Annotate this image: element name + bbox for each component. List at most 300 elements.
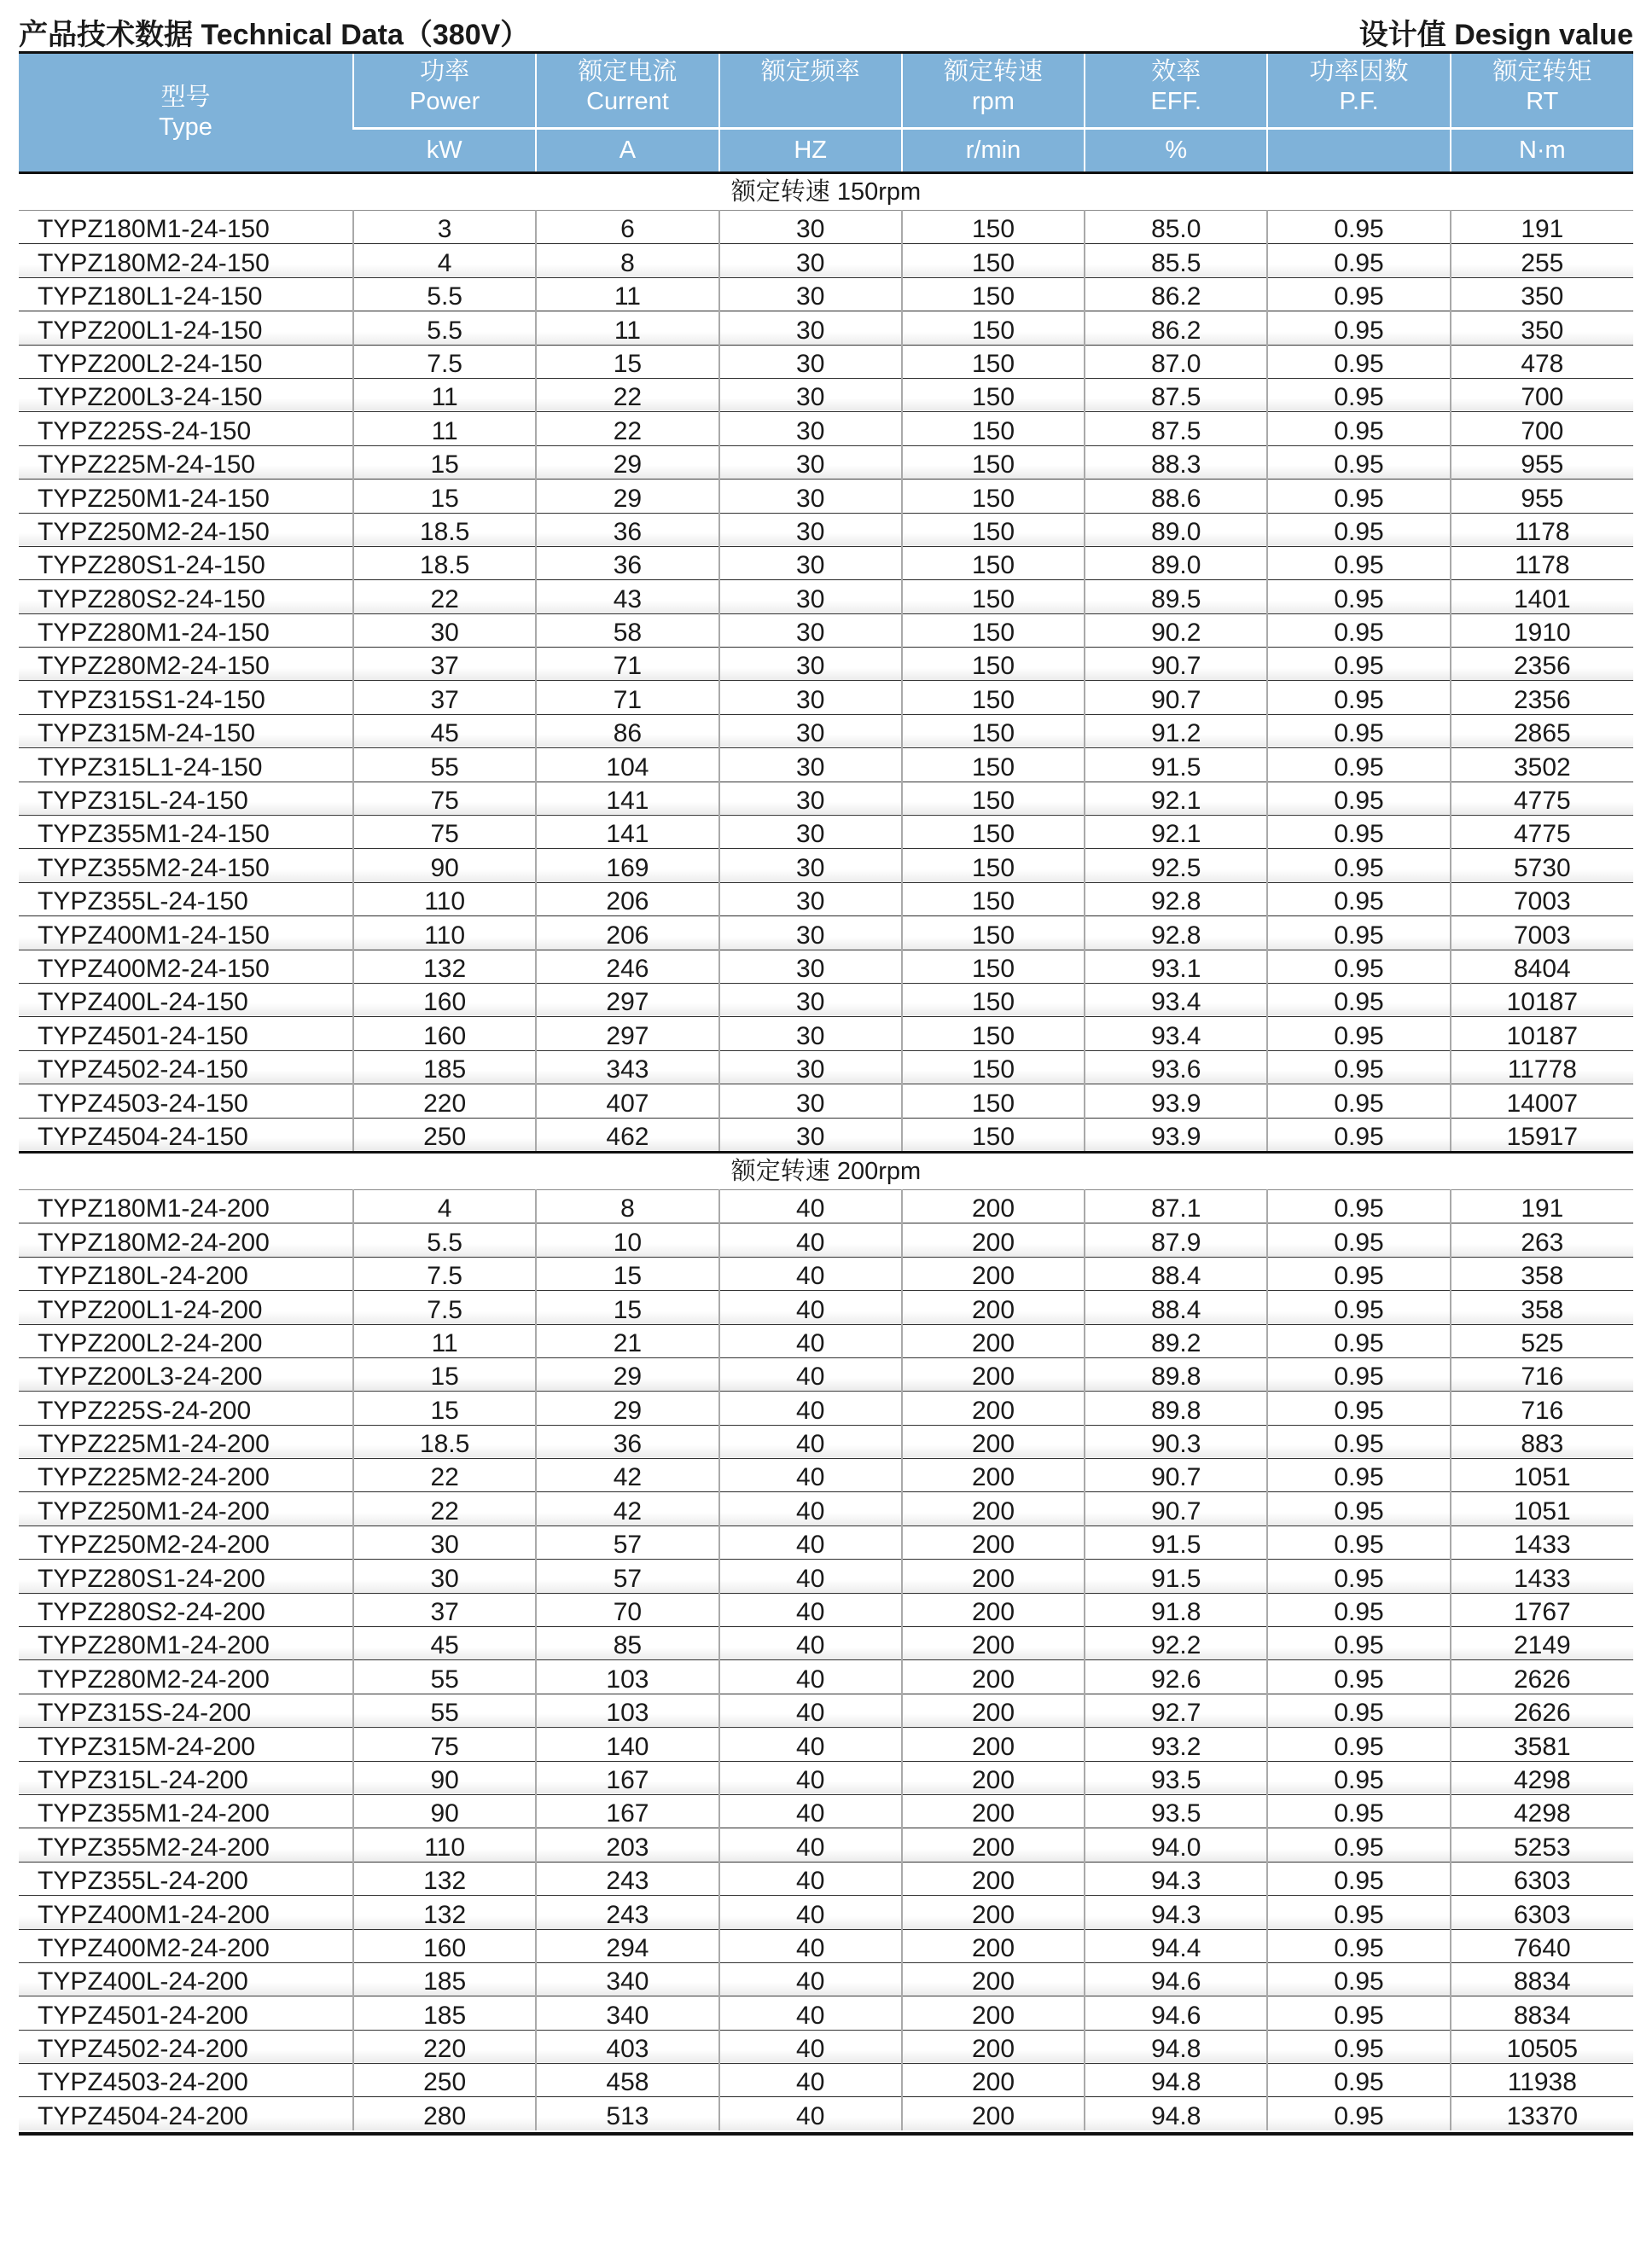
cell-efficiency: 91.5 xyxy=(1085,748,1267,782)
cell-speed: 150 xyxy=(902,1118,1085,1152)
cell-speed: 150 xyxy=(902,1017,1085,1050)
cell-torque: 700 xyxy=(1451,412,1633,445)
cell-power-factor: 0.95 xyxy=(1267,580,1450,613)
cell-power: 11 xyxy=(353,378,536,411)
cell-efficiency: 94.3 xyxy=(1085,1862,1267,1895)
cell-efficiency: 93.2 xyxy=(1085,1728,1267,1761)
cell-torque: 5730 xyxy=(1451,849,1633,882)
cell-power: 220 xyxy=(353,2030,536,2063)
cell-speed: 200 xyxy=(902,1996,1085,2030)
cell-frequency: 40 xyxy=(719,1324,902,1357)
cell-type: TYPZ355M1-24-200 xyxy=(19,1794,353,1828)
cell-power-factor: 0.95 xyxy=(1267,445,1450,479)
cell-torque: 1433 xyxy=(1451,1525,1633,1559)
unit-efficiency: % xyxy=(1085,129,1267,173)
table-row xyxy=(19,1828,1633,1862)
cell-current: 36 xyxy=(536,1425,718,1458)
cell-frequency: 40 xyxy=(719,1392,902,1425)
cell-speed: 200 xyxy=(902,1392,1085,1425)
cell-current: 104 xyxy=(536,748,718,782)
cell-speed: 200 xyxy=(902,1660,1085,1694)
cell-efficiency: 87.9 xyxy=(1085,1223,1267,1257)
cell-power-factor: 0.95 xyxy=(1267,1694,1450,1727)
cell-frequency: 30 xyxy=(719,1017,902,1050)
cell-frequency: 30 xyxy=(719,1050,902,1084)
cell-type: TYPZ315S-24-200 xyxy=(19,1694,353,1727)
section-header-row xyxy=(19,173,1633,211)
cell-torque: 3581 xyxy=(1451,1728,1633,1761)
cell-frequency: 40 xyxy=(719,1560,902,1593)
cell-type: TYPZ315L1-24-150 xyxy=(19,748,353,782)
cell-current: 29 xyxy=(536,479,718,513)
cell-speed: 200 xyxy=(902,2030,1085,2063)
cell-power: 4 xyxy=(353,244,536,277)
cell-current: 246 xyxy=(536,950,718,983)
table-row xyxy=(19,1324,1633,1357)
cell-frequency: 40 xyxy=(719,2064,902,2097)
cell-speed: 200 xyxy=(902,1593,1085,1626)
cell-frequency: 40 xyxy=(719,1962,902,1996)
cell-frequency: 30 xyxy=(719,1084,902,1118)
cell-frequency: 30 xyxy=(719,782,902,815)
cell-current: 297 xyxy=(536,1017,718,1050)
cell-torque: 7003 xyxy=(1451,916,1633,950)
cell-torque: 4775 xyxy=(1451,782,1633,815)
cell-torque: 14007 xyxy=(1451,1084,1633,1118)
cell-frequency: 40 xyxy=(719,1862,902,1895)
cell-efficiency: 89.0 xyxy=(1085,513,1267,546)
cell-torque: 700 xyxy=(1451,378,1633,411)
table-row xyxy=(19,1660,1633,1694)
cell-current: 8 xyxy=(536,1189,718,1223)
table-row xyxy=(19,1996,1633,2030)
cell-power-factor: 0.95 xyxy=(1267,1324,1450,1357)
table-row xyxy=(19,1627,1633,1660)
cell-current: 15 xyxy=(536,1291,718,1324)
cell-type: TYPZ225M1-24-200 xyxy=(19,1425,353,1458)
cell-torque: 1178 xyxy=(1451,513,1633,546)
cell-power: 132 xyxy=(353,1862,536,1895)
cell-torque: 883 xyxy=(1451,1425,1633,1458)
cell-power: 250 xyxy=(353,2064,536,2097)
table-row xyxy=(19,211,1633,244)
cell-type: TYPZ225M-24-150 xyxy=(19,445,353,479)
cell-power-factor: 0.95 xyxy=(1267,412,1450,445)
cell-power-factor: 0.95 xyxy=(1267,1392,1450,1425)
cell-power: 11 xyxy=(353,412,536,445)
cell-power-factor: 0.95 xyxy=(1267,244,1450,277)
cell-frequency: 40 xyxy=(719,1828,902,1862)
table-row xyxy=(19,1728,1633,1761)
cell-speed: 200 xyxy=(902,1694,1085,1727)
cell-power: 5.5 xyxy=(353,277,536,311)
cell-power: 11 xyxy=(353,1324,536,1357)
cell-type: TYPZ400M2-24-200 xyxy=(19,1929,353,1962)
cell-torque: 7640 xyxy=(1451,1929,1633,1962)
cell-frequency: 40 xyxy=(719,1728,902,1761)
cell-frequency: 40 xyxy=(719,1593,902,1626)
table-row xyxy=(19,2064,1633,2097)
cell-torque: 1433 xyxy=(1451,1560,1633,1593)
cell-current: 70 xyxy=(536,1593,718,1626)
cell-torque: 525 xyxy=(1451,1324,1633,1357)
cell-torque: 11938 xyxy=(1451,2064,1633,2097)
cell-torque: 358 xyxy=(1451,1291,1633,1324)
section-title: 额定转速 200rpm xyxy=(19,1152,1633,1189)
cell-speed: 150 xyxy=(902,950,1085,983)
table-row xyxy=(19,1223,1633,1257)
table-row xyxy=(19,648,1633,681)
cell-torque: 2356 xyxy=(1451,648,1633,681)
cell-frequency: 30 xyxy=(719,648,902,681)
cell-current: 297 xyxy=(536,983,718,1016)
table-row xyxy=(19,2097,1633,2130)
cell-power: 160 xyxy=(353,983,536,1016)
cell-type: TYPZ280S2-24-200 xyxy=(19,1593,353,1626)
cell-type: TYPZ280S2-24-150 xyxy=(19,580,353,613)
cell-efficiency: 94.8 xyxy=(1085,2097,1267,2130)
cell-type: TYPZ4502-24-200 xyxy=(19,2030,353,2063)
cell-efficiency: 93.4 xyxy=(1085,1017,1267,1050)
table-row xyxy=(19,1560,1633,1593)
cell-frequency: 40 xyxy=(719,2030,902,2063)
cell-power: 160 xyxy=(353,1017,536,1050)
cell-type: TYPZ225S-24-150 xyxy=(19,412,353,445)
cell-type: TYPZ200L1-24-150 xyxy=(19,311,353,345)
cell-frequency: 30 xyxy=(719,916,902,950)
cell-torque: 955 xyxy=(1451,479,1633,513)
cell-power-factor: 0.95 xyxy=(1267,748,1450,782)
cell-frequency: 30 xyxy=(719,211,902,244)
cell-speed: 150 xyxy=(902,782,1085,815)
cell-power: 280 xyxy=(353,2097,536,2130)
cell-efficiency: 93.6 xyxy=(1085,1050,1267,1084)
cell-power: 45 xyxy=(353,1627,536,1660)
table-row xyxy=(19,1694,1633,1727)
table-row xyxy=(19,277,1633,311)
cell-current: 340 xyxy=(536,1962,718,1996)
cell-frequency: 30 xyxy=(719,244,902,277)
table-row xyxy=(19,714,1633,747)
cell-power-factor: 0.95 xyxy=(1267,546,1450,579)
cell-power-factor: 0.95 xyxy=(1267,1492,1450,1525)
cell-type: TYPZ355M2-24-150 xyxy=(19,849,353,882)
cell-power-factor: 0.95 xyxy=(1267,479,1450,513)
cell-power: 110 xyxy=(353,916,536,950)
cell-speed: 200 xyxy=(902,1794,1085,1828)
cell-speed: 200 xyxy=(902,1627,1085,1660)
cell-torque: 955 xyxy=(1451,445,1633,479)
cell-frequency: 30 xyxy=(719,681,902,714)
cell-power-factor: 0.95 xyxy=(1267,714,1450,747)
cell-speed: 150 xyxy=(902,849,1085,882)
cell-power-factor: 0.95 xyxy=(1267,1896,1450,1929)
table-row xyxy=(19,345,1633,378)
cell-torque: 2356 xyxy=(1451,681,1633,714)
cell-efficiency: 88.4 xyxy=(1085,1291,1267,1324)
cell-speed: 150 xyxy=(902,412,1085,445)
cell-frequency: 40 xyxy=(719,1425,902,1458)
cell-power-factor: 0.95 xyxy=(1267,2064,1450,2097)
cell-efficiency: 94.6 xyxy=(1085,1962,1267,1996)
cell-efficiency: 89.8 xyxy=(1085,1357,1267,1391)
cell-torque: 255 xyxy=(1451,244,1633,277)
cell-speed: 200 xyxy=(902,1425,1085,1458)
cell-current: 403 xyxy=(536,2030,718,2063)
cell-efficiency: 93.5 xyxy=(1085,1761,1267,1794)
cell-frequency: 40 xyxy=(719,1291,902,1324)
table-bottom-rule xyxy=(19,2132,1633,2136)
cell-type: TYPZ180L1-24-150 xyxy=(19,277,353,311)
page-title: 产品技术数据 Technical Data（380V） xyxy=(19,19,530,51)
cell-type: TYPZ200L3-24-150 xyxy=(19,378,353,411)
table-row xyxy=(19,412,1633,445)
cell-efficiency: 90.7 xyxy=(1085,648,1267,681)
cell-power: 75 xyxy=(353,816,536,849)
cell-speed: 200 xyxy=(902,2064,1085,2097)
cell-torque: 10187 xyxy=(1451,983,1633,1016)
cell-speed: 200 xyxy=(902,1189,1085,1223)
column-header-power-factor: 功率因数 P.F. xyxy=(1267,54,1450,129)
cell-frequency: 30 xyxy=(719,412,902,445)
cell-torque: 8404 xyxy=(1451,950,1633,983)
cell-efficiency: 93.9 xyxy=(1085,1084,1267,1118)
cell-type: TYPZ400M1-24-150 xyxy=(19,916,353,950)
cell-speed: 150 xyxy=(902,916,1085,950)
cell-power: 18.5 xyxy=(353,513,536,546)
cell-torque: 263 xyxy=(1451,1223,1633,1257)
cell-speed: 150 xyxy=(902,882,1085,915)
cell-speed: 200 xyxy=(902,1962,1085,1996)
cell-torque: 716 xyxy=(1451,1357,1633,1391)
cell-power-factor: 0.95 xyxy=(1267,983,1450,1016)
cell-current: 22 xyxy=(536,378,718,411)
cell-type: TYPZ315L-24-200 xyxy=(19,1761,353,1794)
cell-power-factor: 0.95 xyxy=(1267,1084,1450,1118)
column-header-type: 型号 Type xyxy=(19,54,353,173)
cell-efficiency: 91.8 xyxy=(1085,1593,1267,1626)
cell-power: 15 xyxy=(353,479,536,513)
cell-current: 141 xyxy=(536,782,718,815)
cell-torque: 6303 xyxy=(1451,1896,1633,1929)
cell-power: 37 xyxy=(353,648,536,681)
cell-efficiency: 93.9 xyxy=(1085,1118,1267,1152)
cell-type: TYPZ250M1-24-200 xyxy=(19,1492,353,1525)
cell-power-factor: 0.95 xyxy=(1267,1828,1450,1862)
cell-current: 340 xyxy=(536,1996,718,2030)
cell-frequency: 30 xyxy=(719,748,902,782)
cell-speed: 150 xyxy=(902,714,1085,747)
cell-power: 22 xyxy=(353,1492,536,1525)
cell-power: 55 xyxy=(353,1660,536,1694)
cell-efficiency: 88.4 xyxy=(1085,1257,1267,1290)
cell-power: 132 xyxy=(353,950,536,983)
cell-power-factor: 0.95 xyxy=(1267,311,1450,345)
table-row xyxy=(19,1459,1633,1492)
cell-power-factor: 0.95 xyxy=(1267,1357,1450,1391)
cell-efficiency: 86.2 xyxy=(1085,277,1267,311)
cell-current: 294 xyxy=(536,1929,718,1962)
cell-type: TYPZ250M2-24-150 xyxy=(19,513,353,546)
cell-type: TYPZ355L-24-200 xyxy=(19,1862,353,1895)
cell-frequency: 40 xyxy=(719,1223,902,1257)
column-header-power: 功率 Power xyxy=(353,54,536,129)
unit-speed: r/min xyxy=(902,129,1085,173)
cell-efficiency: 87.5 xyxy=(1085,412,1267,445)
cell-frequency: 30 xyxy=(719,613,902,647)
table-row xyxy=(19,613,1633,647)
cell-power-factor: 0.95 xyxy=(1267,1118,1450,1152)
cell-power: 15 xyxy=(353,445,536,479)
cell-power: 18.5 xyxy=(353,1425,536,1458)
cell-power: 110 xyxy=(353,882,536,915)
cell-frequency: 40 xyxy=(719,2097,902,2130)
cell-efficiency: 90.7 xyxy=(1085,1492,1267,1525)
cell-power: 18.5 xyxy=(353,546,536,579)
cell-power-factor: 0.95 xyxy=(1267,950,1450,983)
cell-current: 11 xyxy=(536,311,718,345)
cell-type: TYPZ4503-24-150 xyxy=(19,1084,353,1118)
cell-power-factor: 0.95 xyxy=(1267,1627,1450,1660)
cell-efficiency: 91.5 xyxy=(1085,1560,1267,1593)
cell-efficiency: 89.2 xyxy=(1085,1324,1267,1357)
cell-current: 58 xyxy=(536,613,718,647)
cell-power: 90 xyxy=(353,849,536,882)
cell-current: 86 xyxy=(536,714,718,747)
cell-current: 167 xyxy=(536,1794,718,1828)
cell-efficiency: 93.4 xyxy=(1085,983,1267,1016)
cell-frequency: 40 xyxy=(719,1627,902,1660)
cell-power: 5.5 xyxy=(353,1223,536,1257)
cell-type: TYPZ280M1-24-150 xyxy=(19,613,353,647)
cell-torque: 350 xyxy=(1451,311,1633,345)
cell-power: 160 xyxy=(353,1929,536,1962)
cell-efficiency: 86.2 xyxy=(1085,311,1267,345)
cell-type: TYPZ280M1-24-200 xyxy=(19,1627,353,1660)
cell-power-factor: 0.95 xyxy=(1267,1017,1450,1050)
cell-frequency: 40 xyxy=(719,1761,902,1794)
cell-torque: 2626 xyxy=(1451,1660,1633,1694)
cell-current: 6 xyxy=(536,211,718,244)
cell-power: 55 xyxy=(353,1694,536,1727)
cell-type: TYPZ180M2-24-150 xyxy=(19,244,353,277)
table-row xyxy=(19,1761,1633,1794)
cell-type: TYPZ200L2-24-200 xyxy=(19,1324,353,1357)
cell-frequency: 40 xyxy=(719,1896,902,1929)
cell-power: 7.5 xyxy=(353,1257,536,1290)
cell-frequency: 30 xyxy=(719,378,902,411)
cell-frequency: 30 xyxy=(719,950,902,983)
table-row xyxy=(19,1084,1633,1118)
cell-type: TYPZ4502-24-150 xyxy=(19,1050,353,1084)
cell-torque: 3502 xyxy=(1451,748,1633,782)
cell-torque: 15917 xyxy=(1451,1118,1633,1152)
cell-type: TYPZ4501-24-200 xyxy=(19,1996,353,2030)
cell-torque: 7003 xyxy=(1451,882,1633,915)
cell-power: 37 xyxy=(353,681,536,714)
cell-current: 343 xyxy=(536,1050,718,1084)
table-row xyxy=(19,1525,1633,1559)
cell-frequency: 30 xyxy=(719,983,902,1016)
cell-power: 5.5 xyxy=(353,311,536,345)
cell-type: TYPZ4504-24-200 xyxy=(19,2097,353,2130)
cell-torque: 1767 xyxy=(1451,1593,1633,1626)
cell-torque: 11778 xyxy=(1451,1050,1633,1084)
cell-power-factor: 0.95 xyxy=(1267,1189,1450,1223)
table-row xyxy=(19,1291,1633,1324)
table-row xyxy=(19,882,1633,915)
cell-type: TYPZ355M2-24-200 xyxy=(19,1828,353,1862)
cell-power-factor: 0.95 xyxy=(1267,1761,1450,1794)
cell-current: 407 xyxy=(536,1084,718,1118)
cell-power: 110 xyxy=(353,1828,536,1862)
cell-frequency: 30 xyxy=(719,479,902,513)
table-row xyxy=(19,546,1633,579)
cell-type: TYPZ200L3-24-200 xyxy=(19,1357,353,1391)
cell-power-factor: 0.95 xyxy=(1267,1459,1450,1492)
table-row xyxy=(19,816,1633,849)
cell-type: TYPZ4504-24-150 xyxy=(19,1118,353,1152)
cell-power-factor: 0.95 xyxy=(1267,1291,1450,1324)
cell-type: TYPZ180M2-24-200 xyxy=(19,1223,353,1257)
cell-current: 29 xyxy=(536,1392,718,1425)
cell-speed: 150 xyxy=(902,311,1085,345)
cell-torque: 2626 xyxy=(1451,1694,1633,1727)
cell-power-factor: 0.95 xyxy=(1267,849,1450,882)
cell-power-factor: 0.95 xyxy=(1267,1525,1450,1559)
cell-type: TYPZ315M-24-150 xyxy=(19,714,353,747)
cell-current: 103 xyxy=(536,1660,718,1694)
cell-efficiency: 87.0 xyxy=(1085,345,1267,378)
cell-power: 37 xyxy=(353,1593,536,1626)
table-row xyxy=(19,378,1633,411)
cell-type: TYPZ225S-24-200 xyxy=(19,1392,353,1425)
cell-current: 243 xyxy=(536,1862,718,1895)
cell-efficiency: 87.5 xyxy=(1085,378,1267,411)
technical-data-table-wrapper xyxy=(19,51,1633,2136)
cell-efficiency: 94.4 xyxy=(1085,1929,1267,1962)
cell-current: 36 xyxy=(536,546,718,579)
cell-efficiency: 92.1 xyxy=(1085,782,1267,815)
cell-type: TYPZ200L1-24-200 xyxy=(19,1291,353,1324)
cell-frequency: 40 xyxy=(719,1929,902,1962)
cell-frequency: 30 xyxy=(719,546,902,579)
cell-power-factor: 0.95 xyxy=(1267,1050,1450,1084)
cell-power-factor: 0.95 xyxy=(1267,277,1450,311)
table-row xyxy=(19,983,1633,1016)
table-row xyxy=(19,1017,1633,1050)
cell-power-factor: 0.95 xyxy=(1267,1962,1450,1996)
cell-efficiency: 89.0 xyxy=(1085,546,1267,579)
cell-power: 7.5 xyxy=(353,1291,536,1324)
cell-current: 43 xyxy=(536,580,718,613)
cell-power: 250 xyxy=(353,1118,536,1152)
table-row xyxy=(19,513,1633,546)
cell-efficiency: 92.1 xyxy=(1085,816,1267,849)
cell-efficiency: 89.5 xyxy=(1085,580,1267,613)
design-value-label: 设计值 Design value xyxy=(1358,19,1633,51)
cell-speed: 200 xyxy=(902,1728,1085,1761)
cell-type: TYPZ4501-24-150 xyxy=(19,1017,353,1050)
cell-frequency: 40 xyxy=(719,1492,902,1525)
cell-power: 185 xyxy=(353,1996,536,2030)
cell-efficiency: 90.7 xyxy=(1085,1459,1267,1492)
cell-power: 7.5 xyxy=(353,345,536,378)
table-row xyxy=(19,1425,1633,1458)
cell-efficiency: 85.5 xyxy=(1085,244,1267,277)
cell-efficiency: 91.2 xyxy=(1085,714,1267,747)
cell-frequency: 30 xyxy=(719,714,902,747)
